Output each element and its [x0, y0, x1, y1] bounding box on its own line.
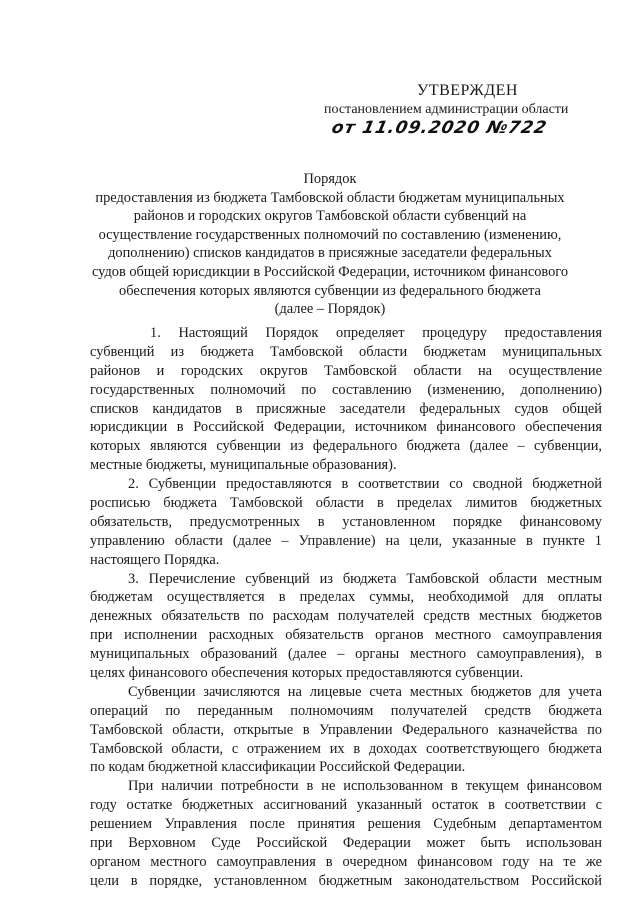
text-line: обязательств, предусмотренных в установленном порядке финансовому	[90, 513, 602, 530]
approved-label: УТВЕРЖДЕН	[417, 82, 518, 99]
text-line: решением Управления после принятия решения Судебным департаментом	[90, 816, 602, 833]
text-line: органом местного самоуправления в очередном финансовом году на те же	[90, 853, 602, 870]
text-line: Тамбовской области, с отражением их в доходах соответствующего бюджета	[90, 740, 602, 757]
text-line: местные бюджеты, муниципальные образования).	[90, 457, 397, 474]
document-body	[90, 324, 602, 891]
text-line: бюджетам осуществляется в пределах суммы, необходимой для оплаты	[90, 589, 602, 606]
title-line: осуществление государственных полномочий по составлению (изменению,	[98, 226, 562, 243]
text-line: росписью бюджета Тамбовской области в пределах лимитов бюджетных	[90, 495, 602, 512]
decree-label: постановлением администрации области	[324, 102, 569, 117]
text-line: настоящего Порядка.	[90, 551, 220, 568]
text-line: управлению области (далее – Управление) на цели, указанные в пункте 1	[90, 532, 602, 549]
text-line: юрисдикции в Российской Федерации, источником финансового обеспечения	[90, 419, 602, 436]
text-line: денежных обязательств по расходам получателей средств местных бюджетов	[90, 608, 602, 625]
text-line: государственных полномочий по составлению (изменению, дополнению)	[90, 381, 602, 398]
text-line: муниципальных образований (далее – органы местного самоуправления), в	[90, 646, 602, 663]
text-line: При наличии потребности в не использованном в текущем финансовом	[128, 778, 602, 795]
text-line: целях финансового обеспечения которых предоставляются субвенции.	[90, 665, 524, 682]
paragraph-3	[90, 570, 602, 683]
text-line: 3. Перечисление субвенций из бюджета Тамбовской области местным	[128, 570, 602, 587]
text-line: субвенций из бюджета Тамбовской области бюджетам муниципальных	[90, 343, 602, 360]
text-line: по кодам бюджетной классификации Российской Федерации.	[90, 759, 466, 776]
title-line: (далее – Порядок)	[274, 301, 386, 318]
text-line: Субвенции зачисляются на лицевые счета местных бюджетов для учета	[128, 683, 602, 700]
title-line: дополнению) списков кандидатов в присяжные заседатели федеральных	[108, 245, 552, 262]
title-line: обеспечения которых являются субвенции из федерального бюджета	[119, 282, 541, 299]
text-line: 2. Субвенции предоставляются в соответствии со сводной бюджетной	[128, 476, 602, 493]
text-line: операций по переданным полномочиям получателей средств бюджета	[90, 702, 602, 719]
document-title	[60, 170, 600, 319]
text-line: цели в порядке, установленном бюджетным законодательством Российской	[90, 872, 602, 889]
paragraph-4	[90, 683, 602, 777]
paragraph-1	[90, 324, 602, 475]
paragraph-2	[90, 475, 602, 569]
text-line: при исполнении расходных обязательств органов местного самоуправления	[90, 627, 602, 644]
title-line: предоставления из бюджета Тамбовской области бюджетам муниципальных	[95, 189, 565, 206]
paragraph-5	[90, 777, 602, 890]
text-line: году остатке бюджетных ассигнований указанный остаток в соответствии с	[90, 797, 602, 814]
handwritten-date-number: от 11.09.2020 №722	[329, 118, 549, 138]
text-line: при Верховном Суде Российской Федерации может быть использован	[90, 835, 602, 852]
title-line: судов общей юрисдикции в Российской Федерации, источником финансового	[91, 263, 569, 280]
title-line: районов и городских округов Тамбовской области субвенций на	[133, 208, 527, 225]
text-line: районов и городских округов Тамбовской области на осуществление	[90, 362, 602, 379]
title-heading: Порядок	[303, 171, 357, 187]
text-line: списков кандидатов в присяжные заседатели федеральных судов общей	[90, 400, 602, 417]
text-line: которых являются субвенции из федерального бюджета (далее – субвенции,	[90, 438, 602, 455]
text-line: 1. Настоящий Порядок определяет процедуру предоставления	[150, 325, 602, 341]
text-line: Тамбовской области, открытые в Управлении Федерального казначейства по	[90, 721, 602, 738]
